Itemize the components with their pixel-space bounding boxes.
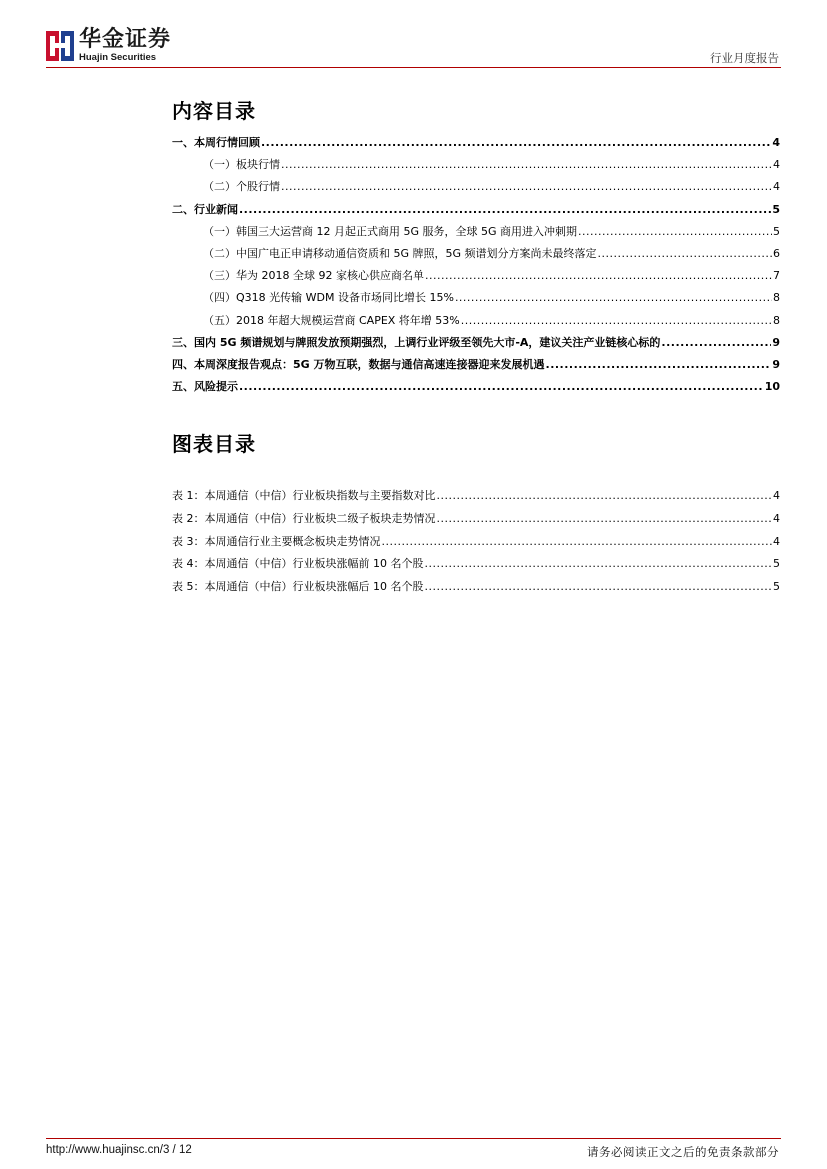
toc-entry[interactable] — [172, 289, 780, 311]
entry-label: 表 5：本周通信（中信）行业板块涨幅后 10 名个股 — [172, 580, 424, 594]
dot-leader — [382, 535, 773, 548]
figure-entry[interactable] — [172, 510, 780, 533]
entry-label: 四、本周深度报告观点：5G 万物互联，数据与通信高速连接器迎来发展机遇 — [172, 357, 545, 371]
entry-label: （四）Q318 光传输 WDM 设备市场同比增长 15% — [203, 291, 454, 305]
dot-leader — [578, 225, 772, 238]
huajin-logo-icon — [46, 31, 74, 61]
entry-label: 一、本周行情回顾 — [172, 136, 260, 149]
entry-page-number: 5 — [773, 580, 780, 594]
company-logo — [46, 28, 171, 63]
entry-page-number: 4 — [772, 136, 780, 149]
entry-label: 表 2：本周通信（中信）行业板块二级子板块走势情况 — [172, 511, 436, 525]
entry-label: （一）板块行情 — [203, 158, 280, 172]
toc-entry[interactable] — [172, 245, 780, 267]
figures-title: 图表目录 — [172, 432, 256, 456]
page-header — [0, 0, 827, 70]
dot-leader — [455, 291, 772, 304]
dot-leader — [281, 158, 772, 171]
toc-entry[interactable] — [172, 201, 780, 223]
entry-page-number: 4 — [773, 180, 780, 194]
entry-page-number: 8 — [773, 313, 780, 327]
footer-disclaimer: 请务必阅读正文之后的免责条款部分 — [587, 1145, 779, 1159]
toc-entry[interactable] — [172, 267, 780, 289]
dot-leader — [239, 380, 764, 393]
entry-page-number: 10 — [764, 380, 780, 394]
figure-list — [172, 487, 780, 601]
toc-entry[interactable] — [172, 156, 780, 178]
dot-leader — [437, 512, 773, 525]
entry-label: （五）2018 年超大规模运营商 CAPEX 将年增 53% — [203, 313, 460, 327]
dot-leader — [424, 557, 772, 570]
entry-page-number: 9 — [772, 357, 780, 371]
figure-entry[interactable] — [172, 533, 780, 556]
figure-entry[interactable] — [172, 487, 780, 510]
toc-entry[interactable] — [172, 178, 780, 200]
entry-label: （二）中国广电正申请移动通信资质和 5G 牌照，5G 频谱划分方案尚未最终落定 — [203, 246, 597, 260]
entry-page-number: 6 — [773, 246, 780, 260]
entry-page-number: 4 — [773, 511, 780, 525]
entry-page-number: 5 — [773, 557, 780, 571]
entry-page-number: 5 — [773, 224, 780, 238]
footer-divider — [46, 1138, 781, 1139]
dot-leader — [598, 247, 772, 260]
dot-leader — [461, 314, 772, 327]
entry-label: 表 3：本周通信行业主要概念板块走势情况 — [172, 534, 381, 548]
entry-page-number: 4 — [773, 489, 780, 502]
company-name-en: Huajin Securities — [79, 52, 157, 63]
entry-label: 三、国内 5G 频谱规划与牌照发放预期强烈，上调行业评级至领先大市-A，建议关注产业链核心标的 — [172, 335, 661, 349]
dot-leader — [437, 489, 773, 502]
toc-title: 内容目录 — [172, 99, 256, 123]
dot-leader — [661, 336, 771, 349]
entry-page-number: 9 — [772, 335, 780, 349]
entry-label: 表 4：本周通信（中信）行业板块涨幅前 10 名个股 — [172, 557, 424, 571]
dot-leader — [261, 136, 771, 149]
entry-page-number: 8 — [773, 291, 780, 305]
entry-label: （一）韩国三大运营商 12 月起正式商用 5G 服务，全球 5G 商用进入冲刺期 — [203, 224, 578, 238]
entry-label: 五、风险提示 — [172, 380, 238, 394]
toc-entry[interactable] — [172, 134, 780, 156]
header-divider — [46, 67, 781, 68]
entry-page-number: 5 — [772, 202, 780, 216]
entry-label: 二、行业新闻 — [172, 202, 238, 216]
dot-leader — [425, 269, 772, 282]
entry-label: 表 1：本周通信（中信）行业板块指数与主要指数对比 — [172, 489, 436, 502]
figure-entry[interactable] — [172, 555, 780, 578]
toc-entry[interactable] — [172, 312, 780, 334]
entry-label: （二）个股行情 — [203, 180, 280, 194]
footer-url-page[interactable]: http://www.huajinsc.cn/3 / 12 — [46, 1144, 192, 1156]
dot-leader — [546, 358, 772, 371]
company-name-cn: 华金证券 — [79, 27, 172, 52]
dot-leader — [281, 180, 772, 193]
entry-page-number: 4 — [773, 158, 780, 172]
dot-leader — [239, 203, 771, 216]
report-type: 行业月度报告 — [710, 51, 779, 65]
toc-entry[interactable] — [172, 378, 780, 400]
dot-leader — [424, 580, 772, 593]
entry-label: （三）华为 2018 全球 92 家核心供应商名单 — [203, 269, 424, 283]
figure-entry[interactable] — [172, 578, 780, 601]
entry-page-number: 7 — [773, 269, 780, 283]
table-of-contents — [172, 134, 780, 400]
toc-entry[interactable] — [172, 223, 780, 245]
toc-entry[interactable] — [172, 334, 780, 356]
entry-page-number: 4 — [773, 534, 780, 548]
toc-entry[interactable] — [172, 356, 780, 378]
